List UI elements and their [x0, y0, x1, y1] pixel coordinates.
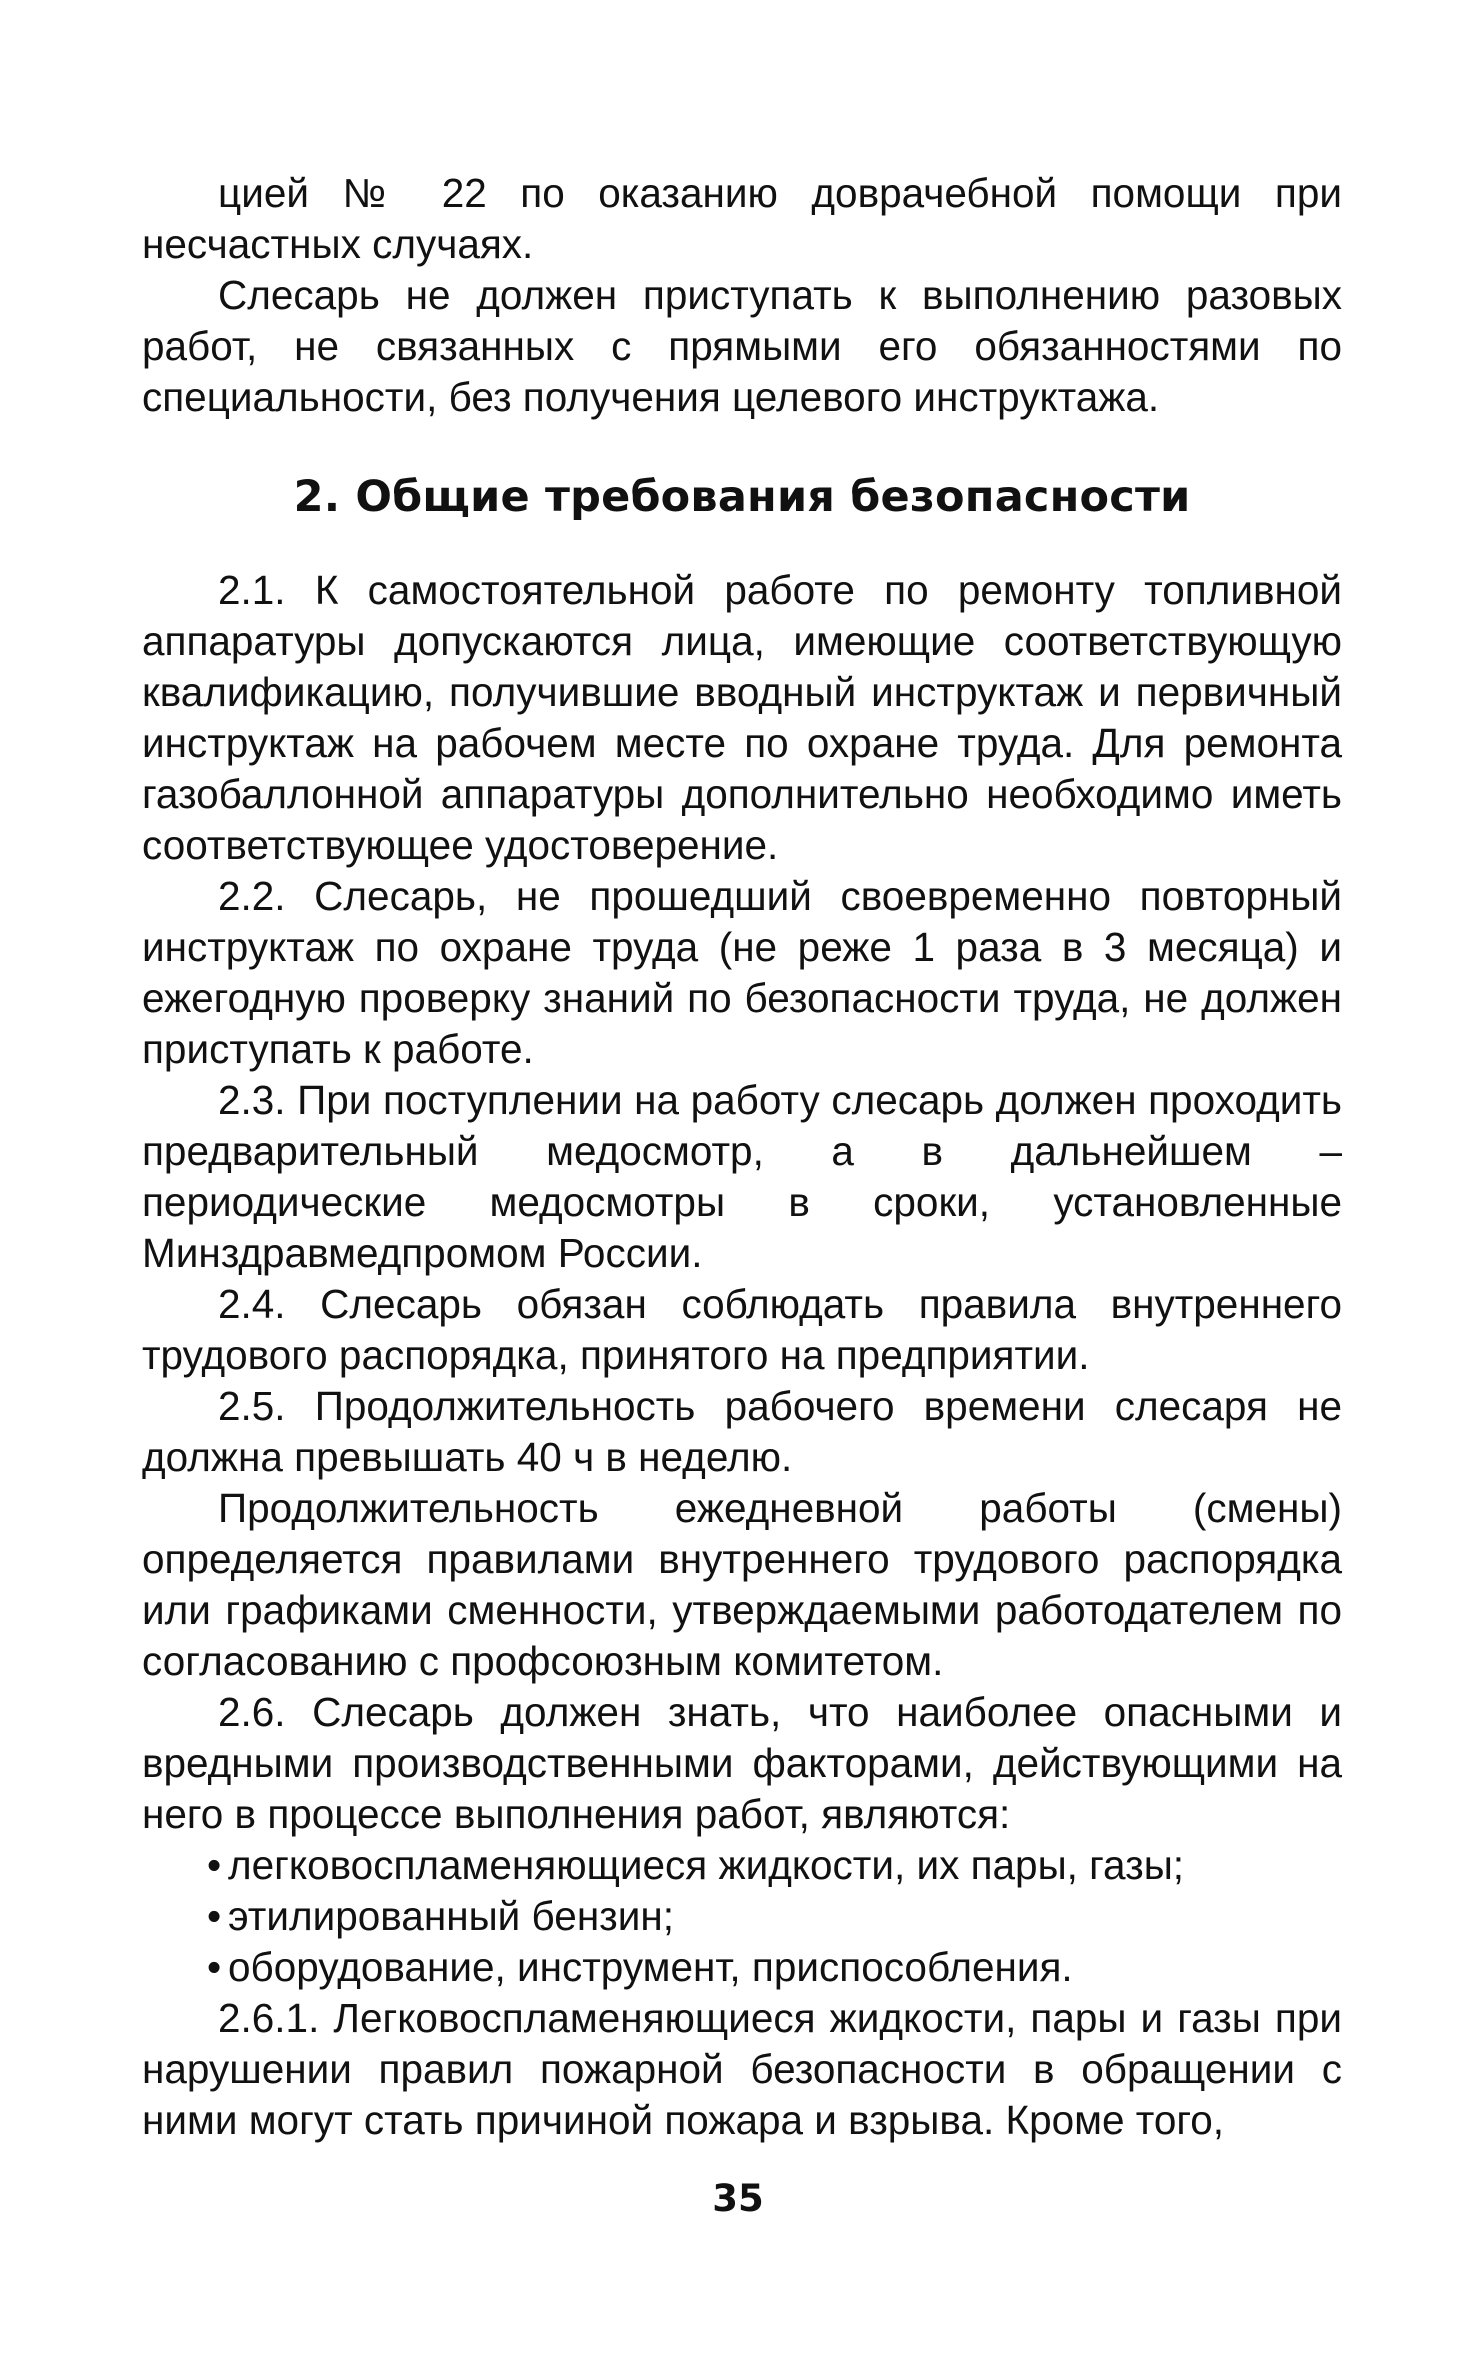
paragraph-2-4: 2.4. Слесарь обязан соблюдать правила внутреннего трудового распорядка, принятого на предприятии. — [142, 1281, 1342, 1378]
list-item — [142, 1942, 1342, 1993]
paragraph-2-6-1: 2.6.1. Легковоспламеняющиеся жидкости, пары и газы при нарушении правил пожарной безопасности в обращении с ними могут стать причиной пожара и взрыва. Кроме того, — [142, 1995, 1342, 2143]
paragraph-2-2: 2.2. Слесарь, не прошедший своевременно повторный инструктаж по охране труда (не реже 1 раза в 3 месяца) и ежегодную проверку знаний по безопасности труда, не должен приступать к работе. — [142, 873, 1342, 1072]
bullet-icon: • — [207, 1944, 222, 1990]
section-heading: 2. Общие требования безопасности — [293, 472, 1191, 522]
list-item — [142, 1840, 1342, 1891]
paragraph-2-6: 2.6. Слесарь должен знать, что наиболее опасными и вредными производственными факторами, действующими на него в процессе выполнения работ, являются: — [142, 1689, 1342, 1837]
paragraph-2-3: 2.3. При поступлении на работу слесарь должен проходить предварительный медосмотр, а в дальнейшем – периодические медосмотры в сроки, установленные Минздравмедпромом России. — [142, 1077, 1342, 1276]
paragraph-shift-duration: Продолжительность ежедневной работы (смены) определяется правилами внутреннего трудового распорядка или графиками сменности, утверждаемыми работодателем по согласованию с профсоюзным комитетом. — [142, 1485, 1342, 1684]
bullet-icon: • — [207, 1842, 222, 1888]
list-item-text: оборудование, инструмент, приспособления. — [228, 1944, 1073, 1990]
bullet-icon: • — [207, 1893, 222, 1939]
intro-paragraph-1: цией № 22 по оказанию доврачебной помощи при несчастных случаях. — [142, 170, 1342, 267]
page-body — [142, 168, 1342, 2146]
list-item-text: легковоспламеняющиеся жидкости, их пары, газы; — [228, 1842, 1185, 1888]
intro-paragraph-2: Слесарь не должен приступать к выполнению разовых работ, не связанных с прямыми его обязанностями по специальности, без получения целевого инструктажа. — [142, 272, 1342, 420]
hazard-list — [142, 1840, 1342, 1993]
page-number: 35 — [712, 2177, 764, 2220]
list-item — [142, 1891, 1342, 1942]
list-item-text: этилированный бензин; — [228, 1893, 674, 1939]
paragraph-2-5: 2.5. Продолжительность рабочего времени слесаря не должна превышать 40 ч в неделю. — [142, 1383, 1342, 1480]
paragraph-2-1: 2.1. К самостоятельной работе по ремонту топливной аппаратуры допускаются лица, имеющие соответствующую квалификацию, получившие вводный инструктаж и первичный инструктаж на рабочем месте по охране труда. Для ремонта газобаллонной аппаратуры дополнительно необходимо иметь соответствующее удостоверение. — [142, 567, 1342, 868]
